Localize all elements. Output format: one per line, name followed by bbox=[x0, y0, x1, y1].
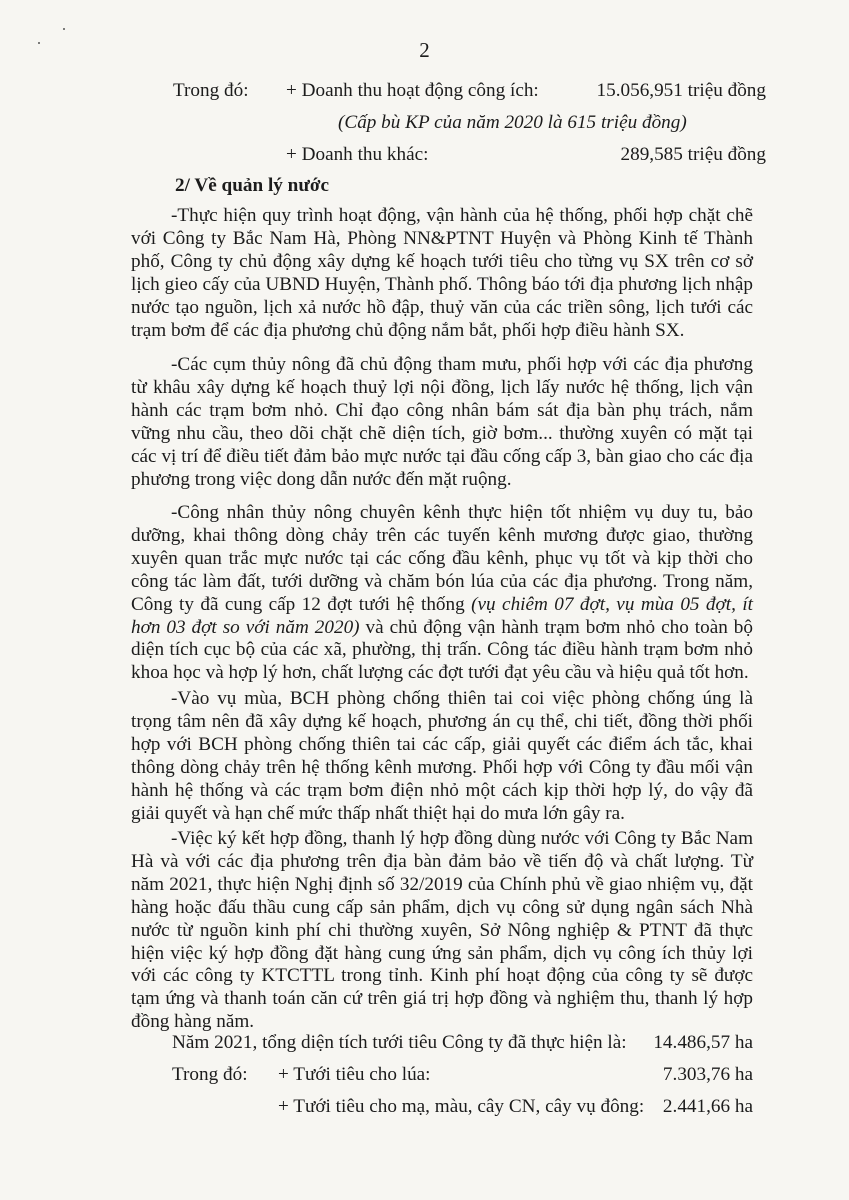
rice-irrigation-label: + Tưới tiêu cho lúa: bbox=[278, 1064, 431, 1085]
rice-irrigation-value: 7.303,76 ha bbox=[662, 1064, 753, 1085]
section-heading: 2/ Về quản lý nước bbox=[175, 175, 329, 196]
other-revenue-value: 289,585 triệu đồng bbox=[620, 144, 766, 165]
other-crops-irrigation-label: + Tưới tiêu cho mạ, màu, cây CN, cây vụ đông: bbox=[278, 1096, 645, 1117]
paragraph-4-text: -Vào vụ mùa, BCH phòng chống thiên tai coi việc phòng chống úng là trọng tâm nên đã xây dựng kế hoạch, phương án cụ thể, chi tiết, đồng thời phối hợp với BCH phòng chống thiên tai các cấp, giải quyết các điểm ách tắc, khai thông dòng chảy trên hệ thống kênh mương. Phối hợp với Công ty đầu mối vận hành hệ thống và các trạm bơm điện nhỏ một cách kịp thời hợp lý, do vậy đã giải quyết và hạn chế mức thấp nhất thiệt hại do mưa lớn gây ra. bbox=[131, 688, 753, 824]
public-revenue-value: 15.056,951 triệu đồng bbox=[596, 80, 766, 101]
paragraph-2-text: -Các cụm thủy nông đã chủ động tham mưu, phối hợp với các địa phương từ khâu xây dựng kế hoạch thuỷ lợi nội đồng, lịch lấy nước hệ thống, lịch vận hành các trạm bơm nhỏ. Chỉ đạo công nhân bám sát địa bàn phụ trách, nắm vững nhu cầu, theo dõi chặt chẽ diện tích, giờ bơm... thường xuyên có mặt tại các vị trí để điều tiết đảm bảo mực nước tại đầu cống cấp 3, bàn giao cho các địa phương trong việc dong dẫn nước đến mặt ruộng. bbox=[131, 354, 753, 490]
public-revenue-label: + Doanh thu hoạt động công ích: bbox=[286, 80, 539, 101]
paragraph-3-italic: (vụ chiêm 07 đợt, vụ mùa 05 đợt, ít hơn 03 đợt so với năm 2020) bbox=[131, 593, 753, 638]
page-number: 2 bbox=[419, 38, 430, 62]
other-crops-irrigation-value: 2.441,66 ha bbox=[662, 1096, 753, 1117]
revenue-label: Trong đó: bbox=[173, 80, 249, 101]
irrigation-breakdown-label: Trong đó: bbox=[172, 1064, 248, 1085]
paragraph-1-text: -Thực hiện quy trình hoạt động, vận hành của hệ thống, phối hợp chặt chẽ với Công ty Bắc Nam Hà, Phòng NN&PTNT Huyện và Phòng Kinh tế Thành phố, Công ty chủ động xây dựng kế hoạch tưới tiêu cho từng vụ SX trên cơ sở lịch gieo cấy của UBND Huyện, Thành phố. Thông báo tới địa phương lịch nhập nước tạo nguồn, lịch xả nước hồ đập, thuỷ văn của các triền sông, lịch tưới các trạm bơm để các địa phương chủ động nắm bắt, phối hợp điều hành SX. bbox=[131, 205, 753, 341]
paragraph-2 bbox=[131, 354, 753, 491]
paragraph-1 bbox=[131, 205, 753, 342]
paragraph-4 bbox=[131, 688, 753, 825]
irrigation-total-label: Năm 2021, tổng diện tích tưới tiêu Công ty đã thực hiện là: bbox=[172, 1032, 627, 1053]
paragraph-5 bbox=[131, 828, 753, 1034]
paragraph-3 bbox=[131, 502, 753, 685]
paragraph-5-text: -Việc ký kết hợp đồng, thanh lý hợp đồng dùng nước với Công ty Bắc Nam Hà và với các địa phương trên địa bàn đảm bảo về tiến độ và chất lượng. Từ năm 2021, thực hiện Nghị định số 32/2019 của Chính phủ về giao nhiệm vụ, đặt hàng hoặc đấu thầu cung cấp sản phẩm, dịch vụ công sử dụng ngân sách Nhà nước từ nguồn kinh phí chi thường xuyên, Sở Nông nghiệp & PTNT đã thực hiện việc ký hợp đồng đặt hàng cung ứng sản phẩm, dịch vụ công ích thủy lợi với các công ty KTCTTL trong tỉnh. Kinh phí hoạt động của công ty sẽ được tạm ứng và thanh toán căn cứ trên giá trị hợp đồng và nghiệm thu, thanh lý hợp đồng hàng năm. bbox=[131, 828, 753, 1033]
paragraph-3-text-b: và chủ động vận hành trạm bơm nhỏ cho toàn bộ diện tích cục bộ của các xã, phường, thị trấn. Công tác điều hành trạm bơm nhỏ khoa học và hợp lý hơn, chất lượng các đợt tưới đạt yêu cầu và hiệu quả tốt hơn. bbox=[131, 616, 753, 684]
irrigation-total-value: 14.486,57 ha bbox=[653, 1032, 753, 1053]
public-revenue-note: (Cấp bù KP của năm 2020 là 615 triệu đồng) bbox=[338, 112, 687, 133]
scan-speck bbox=[63, 28, 65, 30]
paragraph-3-text-a: -Công nhân thủy nông chuyên kênh thực hiện tốt nhiệm vụ duy tu, bảo dưỡng, khai thông dòng chảy trên các tuyến kênh mương được giao, thường xuyên quan trắc mực nước tại các cống đầu kênh, phục vụ tốt và kịp thời cho công tác làm đất, tưới dưỡng và chăm bón lúa của các địa phương. Trong năm, Công ty đã cung cấp 12 đợt tưới hệ thống bbox=[131, 502, 753, 615]
other-revenue-label: + Doanh thu khác: bbox=[286, 144, 429, 165]
